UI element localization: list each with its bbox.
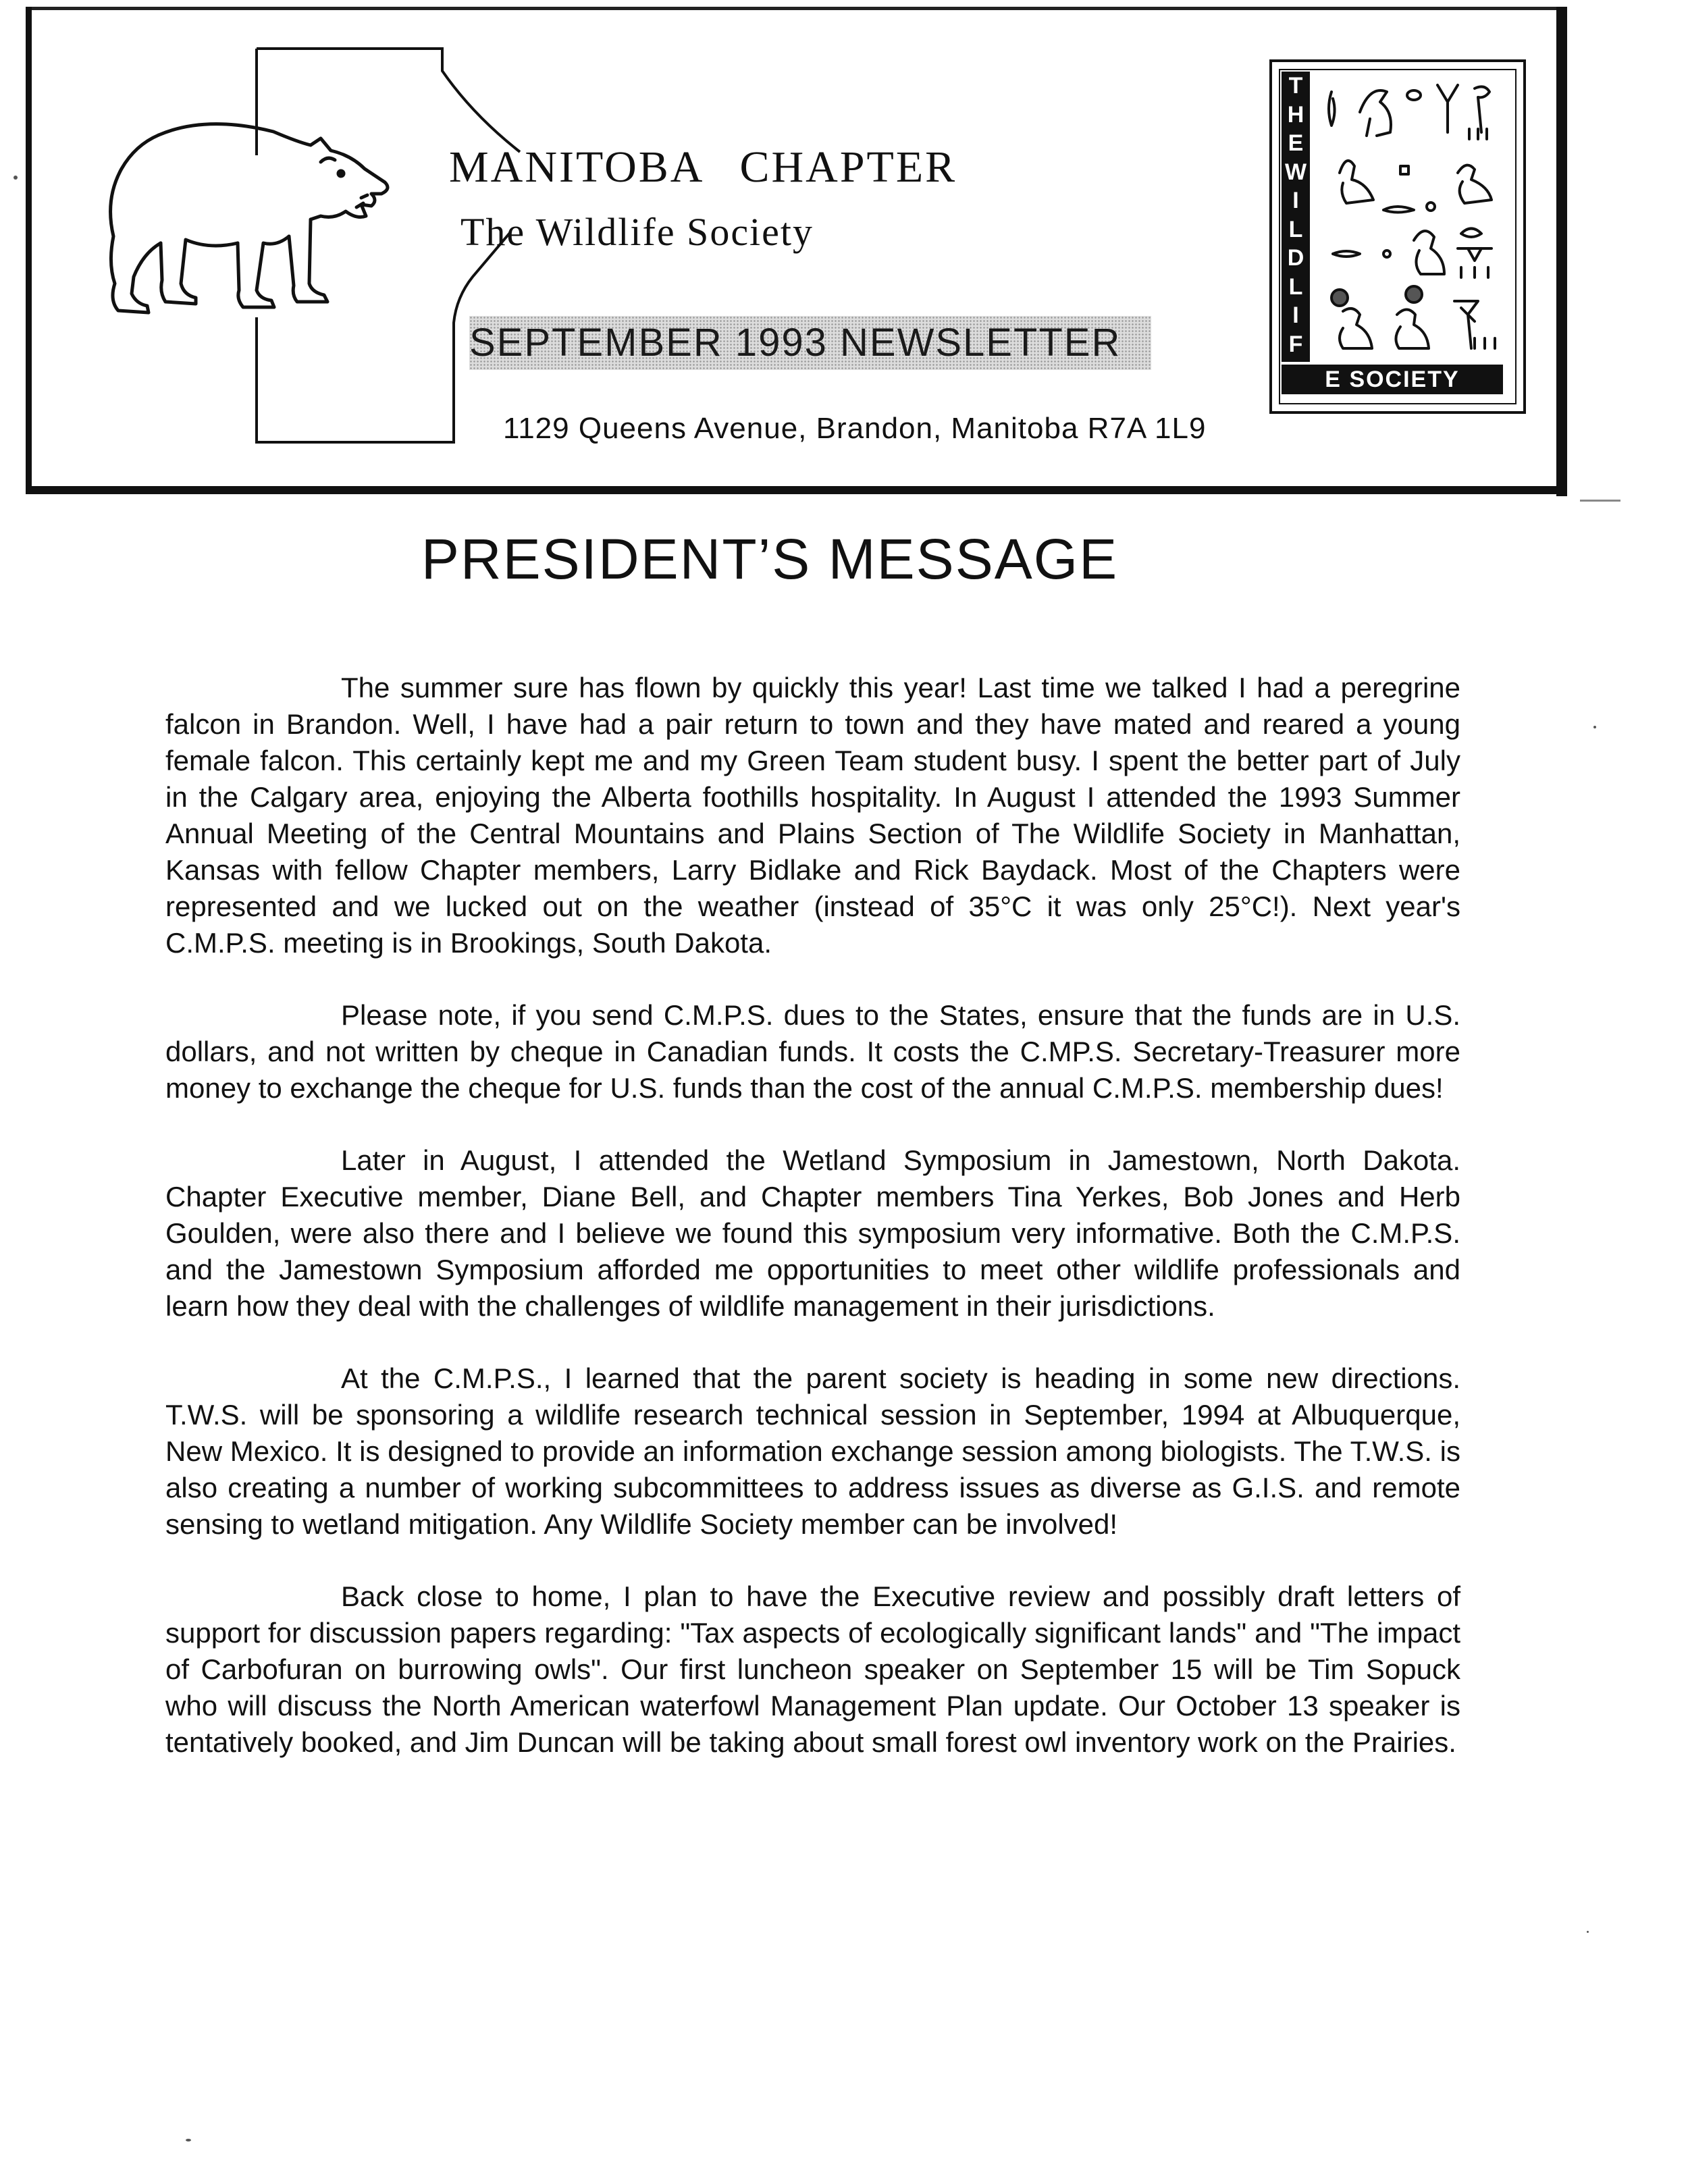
logo-letter: D	[1287, 245, 1304, 271]
scan-speck	[1593, 726, 1596, 728]
society-name: The Wildlife Society	[460, 210, 814, 254]
newsletter-banner: SEPTEMBER 1993 NEWSLETTER	[469, 316, 1151, 370]
header-border-right	[1556, 7, 1567, 496]
page-title	[0, 527, 1688, 592]
scan-speck	[1580, 500, 1620, 502]
paragraph: Later in August, I attended the Wetland Symposium in Jamestown, North Dakota. Chapter Executive member, Diane Bell, and Chapter members Tina Yerkes, Bob Jones and Herb Goulden, were also there and I believe we found this symposium very informative. Both the C.M.P.S. and the Jamestown Symposium afforded me opportunities to meet other wildlife professionals and learn how they deal with the challenges of wildlife management in their jurisdictions.	[165, 1144, 1460, 1322]
logo-vertical-letters	[1282, 72, 1310, 362]
wildlife-society-logo	[1269, 59, 1526, 414]
logo-letter: L	[1288, 216, 1303, 242]
page-title-text: PRESIDENT’S MESSAGE	[421, 527, 1119, 591]
paragraph: At the C.M.P.S., I learned that the parent society is heading in some new directions. T.W.S. will be sponsoring a wildlife research technical session in September, 1994 at Albuquerque, New Mexico. It is designed to provide an information exchange session among biologists. The T.W.S. is also creating a number of working subcommittees to address issues as diverse as G.I.S. and remote sensing to wetland mitigation. Any Wildlife Society member can be involved!	[165, 1362, 1460, 1540]
chapter-name	[449, 142, 957, 193]
logo-society-bar	[1282, 365, 1503, 394]
chapter-word-manitoba: MANITOBA	[449, 142, 705, 192]
address-line: 1129 Queens Avenue, Brandon, Manitoba R7A 1L9	[503, 412, 1207, 445]
logo-letter: H	[1287, 101, 1304, 128]
header-border-bottom	[26, 486, 1567, 494]
logo-letter: T	[1288, 73, 1303, 99]
logo-letter: W	[1284, 159, 1307, 185]
message-body	[165, 670, 1460, 1796]
scan-speck	[1587, 1931, 1589, 1933]
logo-letter: E	[1288, 130, 1304, 156]
logo-letter: I	[1292, 302, 1299, 328]
chapter-word-chapter: CHAPTER	[739, 142, 957, 192]
logo-letter: F	[1288, 331, 1303, 357]
paragraph: Back close to home, I plan to have the Executive review and possibly draft letters of support for discussion papers regarding: "Tax aspects of ecologically significant lands" and "The impact of Carbofuran on burrowing owls". Our first luncheon speaker on September 15 will be Tim Sopuck who will discuss the North American waterfowl Management Plan update. Our October 13 speaker is tentatively booked, and Jim Duncan will be taking about small forest owl inventory work on the Prairies.	[165, 1580, 1460, 1758]
logo-letter: I	[1292, 188, 1299, 213]
scan-speck	[186, 2139, 191, 2141]
polar-bear-icon	[95, 118, 412, 348]
logo-bar-text: SOCIETY	[1349, 367, 1460, 392]
hieroglyph-icon	[1313, 72, 1505, 362]
logo-letter: L	[1288, 273, 1303, 300]
paragraph: The summer sure has flown by quickly this year! Last time we talked I had a peregrine falcon in Brandon. Well, I have had a pair return to town and they have mated and reared a young female falcon. This certainly kept me and my Green Team student busy. I spent the better part of July in the Calgary area, enjoying the Alberta foothills hospitality. In August I attended the 1993 Summer Annual Meeting of the Central Mountains and Plains Section of The Wildlife Society in Manhattan, Kansas with fellow Chapter members, Larry Bidlake and Rick Baydack. Most of the Chapters were represented and we lucked out on the weather (instead of 35°C it was only 25°C!). Next year's C.M.P.S. meeting is in Brookings, South Dakota.	[165, 672, 1460, 959]
paragraph: Please note, if you send C.M.P.S. dues to the States, ensure that the funds are in U.S. dollars, and not written by cheque in Canadian funds. It costs the C.MP.S. Secretary-Treasurer more money to exchange the cheque for U.S. funds than the cost of the annual C.M.P.S. membership dues!	[165, 999, 1460, 1104]
scan-speck	[14, 176, 18, 180]
logo-letter: E	[1325, 367, 1342, 392]
